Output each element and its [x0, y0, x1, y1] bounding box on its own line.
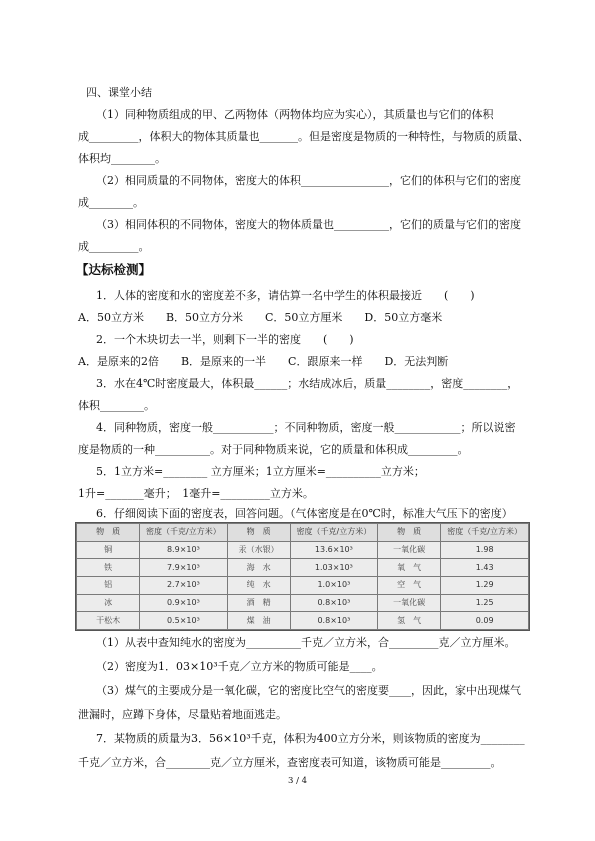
question-6-part-1: （1）从表中查知纯水的密度为__________千克／立方米，合_________克／立方厘米。	[96, 636, 516, 649]
table-header-cell: 物 质	[378, 524, 441, 542]
summary-item-3: （3）相同体积的不同物体，密度大的物体质量也__________，它们的质量与它们的密度	[96, 218, 521, 231]
summary-item-2: （2）相同质量的不同物体，密度大的体积________________，它们的体积与它们的密度	[96, 174, 521, 187]
table-cell: 酒 精	[227, 594, 290, 612]
table-cell: 冰	[77, 594, 140, 612]
test-heading: 【达标检测】	[76, 262, 152, 277]
table-cell: 铝	[77, 576, 140, 594]
summary-item-1-cont: 成_________，体积大的物体其质量也_______。但是密度是物质的一种特性，与物质的质量、	[78, 130, 529, 143]
table-cell: 铜	[77, 541, 140, 559]
table-cell: 纯 水	[227, 576, 290, 594]
density-table	[75, 522, 530, 631]
table-cell: 煤 油	[227, 612, 290, 630]
table-cell: 空 气	[378, 576, 441, 594]
question-7: 7．某物质的质量为3．56×10³千克，体积为400立方分米，则该物质的密度为________	[96, 732, 525, 745]
table-cell: 铁	[77, 559, 140, 577]
table-cell: 13.6×10³	[290, 541, 377, 559]
question-1: 1．人体的密度和水的密度差不多，请估算一名中学生的体积最接近 ( )	[96, 289, 475, 302]
question-4: 4．同种物质，密度一般___________；不同种物质，密度一般____________；所以说密	[96, 421, 516, 434]
table-cell: 氧 气	[378, 559, 441, 577]
table-cell: 氢 气	[378, 612, 441, 630]
table-cell: 一氧化碳	[378, 541, 441, 559]
summary-item-3-cont: 成_________。	[78, 240, 150, 253]
table-cell: 1.03×10³	[290, 559, 377, 577]
question-3: 3．水在4℃时密度最大，体积最______；水结成冰后，质量________，密度________，	[96, 377, 519, 390]
table-cell: 汞（水银）	[227, 541, 290, 559]
question-5-cont: 1升=_______毫升； 1毫升=_________立方米。	[78, 487, 314, 500]
table-cell: 2.7×10³	[140, 576, 227, 594]
table-cell: 1.29	[441, 576, 529, 594]
table-cell: 1.98	[441, 541, 529, 559]
table-header-cell: 物 质	[227, 524, 290, 542]
table-row	[77, 559, 529, 577]
question-6-part-3: （3）煤气的主要成分是一氧化碳，它的密度比空气的密度要____，因此，家中出现煤气	[96, 684, 521, 697]
table-cell: 1.43	[441, 559, 529, 577]
question-1-options: A．50立方米 B．50立方分米 C．50立方厘米 D．50立方毫米	[78, 311, 443, 324]
table-cell: 1.0×10³	[290, 576, 377, 594]
page-number: 3 / 4	[287, 776, 308, 786]
question-6: 6．仔细阅读下面的密度表，回答问题。（气体密度是在0℃时，标准大气压下的密度）	[96, 507, 513, 520]
table-row	[77, 594, 529, 612]
summary-item-1-cont: 体积均________。	[78, 152, 166, 165]
table-cell: 0.8×10³	[290, 612, 377, 630]
question-5: 5．1立方米=________ 立方厘米；1立方厘米=__________立方米；	[96, 465, 425, 478]
question-3-cont: 体积________。	[78, 399, 155, 412]
question-2-options: A．是原来的2倍 B．是原来的一半 C．跟原来一样 D．无法判断	[78, 355, 449, 368]
table-cell: 1.25	[441, 594, 529, 612]
summary-item-1: （1）同种物质组成的甲、乙两物体（两物体均应为实心），其质量也与它们的体积	[96, 108, 494, 121]
summary-item-2-cont: 成________。	[78, 196, 144, 209]
question-7-cont: 千克／立方米，合________克／立方厘米，查密度表可知道，该物质可能是_________。	[78, 756, 502, 769]
table-header-cell: 密度（千克/立方米）	[140, 524, 227, 542]
section-heading: 四、课堂小结	[86, 86, 152, 99]
table-cell: 一氧化碳	[378, 594, 441, 612]
table-header-cell: 密度（千克/立方米）	[290, 524, 377, 542]
table-cell: 干松木	[77, 612, 140, 630]
table-header-cell: 物 质	[77, 524, 140, 542]
table-row	[77, 612, 529, 630]
table-cell: 海 水	[227, 559, 290, 577]
table-cell: 0.5×10³	[140, 612, 227, 630]
table-cell: 7.9×10³	[140, 559, 227, 577]
table-header-cell: 密度（千克/立方米）	[441, 524, 529, 542]
question-2: 2．一个木块切去一半，则剩下一半的密度 ( )	[96, 333, 354, 346]
table-cell: 0.8×10³	[290, 594, 377, 612]
table-cell: 8.9×10³	[140, 541, 227, 559]
question-6-part-3-cont: 泄漏时，应蹲下身体，尽量贴着地面逃走。	[78, 708, 287, 721]
density-table-header	[77, 524, 529, 542]
table-cell: 0.09	[441, 612, 529, 630]
question-6-part-2: （2）密度为1．03×10³千克／立方米的物质可能是____。	[96, 660, 383, 673]
table-row	[77, 576, 529, 594]
table-row	[77, 541, 529, 559]
question-4-cont: 度是物质的一种__________。对于同种物质来说，它的质量和体积成_________。	[78, 443, 469, 456]
table-cell: 0.9×10³	[140, 594, 227, 612]
